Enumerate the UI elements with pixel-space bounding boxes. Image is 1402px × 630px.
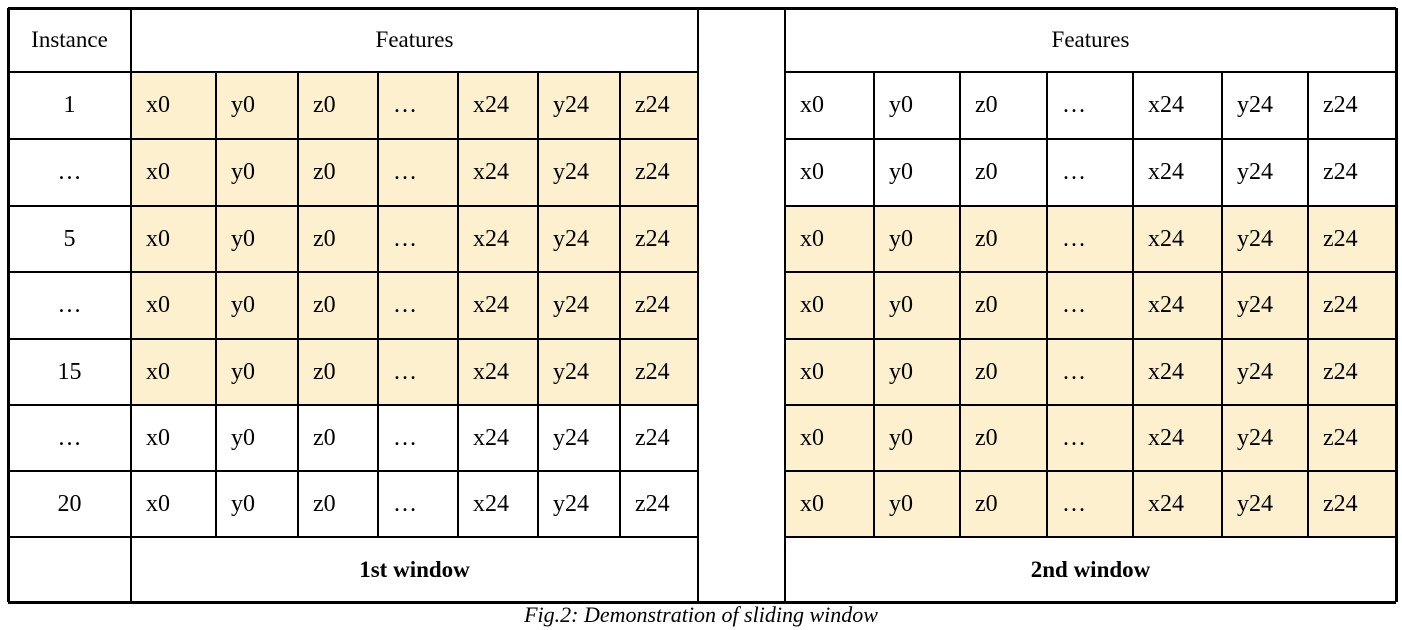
instance-cell: 1	[63, 92, 76, 118]
grid-line	[619, 72, 621, 537]
left-feature-cell: y24	[538, 339, 620, 405]
first-window-label: 1st window	[359, 556, 470, 582]
instance-cell: 15	[57, 358, 82, 385]
left-feature-cell: y24	[538, 139, 620, 206]
left-feature-cell: x0	[131, 206, 216, 272]
left-feature-cell: z0	[298, 206, 378, 272]
grid-line	[784, 8, 786, 602]
grid-line	[959, 72, 961, 537]
right-feature-cell: x24	[1133, 206, 1222, 272]
grid-line	[215, 72, 217, 537]
right-feature-cell: x0	[785, 206, 874, 272]
right-feature-cell: y0	[889, 92, 913, 118]
grid-line	[8, 71, 698, 73]
left-feature-cell: x24	[458, 272, 538, 339]
right-feature-cell: …	[1047, 405, 1133, 471]
grid-line	[1395, 8, 1398, 602]
right-feature-cell: y0	[889, 159, 913, 185]
left-feature-cell: x0	[131, 139, 216, 206]
left-feature-cell: z0	[298, 272, 378, 339]
grid-line	[130, 8, 132, 602]
left-feature-cell: y24	[538, 72, 620, 139]
grid-line	[377, 72, 379, 537]
instance-cell: …	[57, 159, 82, 185]
left-feature-cell: y24	[538, 272, 620, 339]
instance-cell: 5	[63, 225, 76, 252]
instance-cell: …	[57, 292, 82, 318]
grid-line	[457, 72, 459, 537]
left-feature-cell: y24	[553, 490, 589, 517]
left-feature-cell: z24	[635, 490, 670, 517]
grid-line	[8, 205, 698, 207]
right-feature-cell: …	[1062, 92, 1086, 118]
grid-line	[1132, 72, 1134, 537]
right-feature-cell: y24	[1222, 206, 1308, 272]
right-feature-cell: z0	[960, 206, 1047, 272]
grid-line	[8, 138, 698, 140]
right-feature-cell: y0	[874, 405, 960, 471]
right-feature-cell: y0	[874, 206, 960, 272]
left-feature-cell: x24	[473, 490, 509, 517]
left-feature-cell: z24	[620, 206, 698, 272]
right-feature-cell: y24	[1222, 471, 1308, 537]
left-feature-cell: z0	[298, 139, 378, 206]
right-feature-cell: z0	[960, 272, 1047, 339]
left-feature-cell: y0	[216, 139, 298, 206]
left-feature-cell: …	[378, 272, 458, 339]
right-feature-cell: x24	[1133, 339, 1222, 405]
left-feature-cell: x24	[458, 339, 538, 405]
left-feature-cell: y0	[216, 272, 298, 339]
instance-cell: 20	[57, 490, 82, 517]
left-feature-cell: z24	[620, 72, 698, 139]
grid-line	[785, 71, 1396, 73]
right-feature-cell: z0	[975, 92, 998, 118]
right-feature-cell: x24	[1148, 92, 1184, 118]
right-feature-cell: z24	[1323, 159, 1358, 185]
right-feature-cell: z0	[975, 159, 998, 185]
left-feature-cell: x24	[458, 139, 538, 206]
left-feature-cell: x0	[146, 490, 170, 517]
left-feature-cell: z0	[298, 339, 378, 405]
instance-header: Instance	[31, 27, 108, 52]
right-feature-cell: …	[1047, 206, 1133, 272]
right-feature-cell: y0	[874, 471, 960, 537]
right-feature-cell: x24	[1133, 405, 1222, 471]
right-feature-cell: z24	[1308, 272, 1396, 339]
right-feature-cell: y24	[1237, 92, 1273, 118]
right-feature-cell: x0	[785, 405, 874, 471]
right-feature-cell: …	[1062, 159, 1086, 185]
left-feature-cell: …	[378, 339, 458, 405]
left-feature-cell: y0	[216, 206, 298, 272]
right-feature-cell: x0	[785, 339, 874, 405]
grid-line	[785, 271, 1396, 273]
right-feature-cell: y24	[1222, 272, 1308, 339]
left-feature-cell: y0	[231, 424, 255, 451]
left-feature-cell: x0	[131, 339, 216, 405]
right-feature-cell: …	[1047, 471, 1133, 537]
right-feature-cell: y24	[1222, 339, 1308, 405]
left-feature-cell: z24	[620, 339, 698, 405]
left-feature-cell: y0	[216, 339, 298, 405]
grid-line	[537, 72, 539, 537]
right-feature-cell: …	[1047, 272, 1133, 339]
grid-line	[785, 338, 1396, 340]
grid-line	[1221, 72, 1223, 537]
right-feature-cell: x0	[800, 92, 824, 118]
left-feature-cell: …	[378, 206, 458, 272]
grid-line	[785, 138, 1396, 140]
right-feature-cell: x24	[1148, 159, 1184, 185]
right-feature-cell: x0	[800, 159, 824, 185]
grid-line	[785, 536, 1396, 538]
grid-line	[8, 404, 698, 406]
left-feature-cell: …	[393, 490, 417, 517]
right-feature-cell: z0	[960, 471, 1047, 537]
left-feature-cell: y24	[538, 206, 620, 272]
left-feature-cell: z0	[313, 490, 336, 517]
right-feature-cell: z24	[1308, 206, 1396, 272]
right-feature-cell: z24	[1323, 92, 1358, 118]
left-feature-cell: z24	[635, 424, 670, 451]
right-feature-cell: x0	[785, 272, 874, 339]
left-feature-cell: x0	[146, 424, 170, 451]
grid-line	[785, 404, 1396, 406]
second-window-label: 2nd window	[1030, 556, 1151, 582]
grid-line	[785, 205, 1396, 207]
right-feature-cell: x0	[785, 471, 874, 537]
left-feature-cell: y0	[216, 72, 298, 139]
right-feature-cell: …	[1047, 339, 1133, 405]
left-feature-cell: z0	[298, 72, 378, 139]
left-feature-cell: …	[378, 72, 458, 139]
right-feature-cell: y24	[1222, 405, 1308, 471]
right-feature-cell: z24	[1308, 405, 1396, 471]
grid-line	[7, 8, 10, 602]
left-feature-cell: …	[378, 139, 458, 206]
grid-line	[8, 470, 698, 472]
grid-line	[1307, 72, 1309, 537]
right-feature-cell: z0	[960, 405, 1047, 471]
grid-line	[297, 72, 299, 537]
instance-cell: …	[57, 424, 82, 451]
grid-line	[8, 7, 1396, 10]
left-feature-cell: y0	[231, 490, 255, 517]
left-feature-cell: …	[393, 424, 417, 451]
features-header-right: Features	[1051, 27, 1130, 52]
right-feature-cell: z24	[1308, 471, 1396, 537]
left-feature-cell: z0	[313, 424, 336, 451]
left-feature-cell: x0	[131, 72, 216, 139]
right-feature-cell: z0	[960, 339, 1047, 405]
grid-line	[8, 536, 698, 538]
right-feature-cell: x24	[1133, 272, 1222, 339]
features-header-left: Features	[375, 27, 454, 52]
left-feature-cell: x0	[131, 272, 216, 339]
left-feature-cell: z24	[620, 139, 698, 206]
grid-line	[873, 72, 875, 537]
right-feature-cell: y0	[874, 272, 960, 339]
figure-caption: Fig.2: Demonstration of sliding window	[524, 602, 878, 627]
grid-line	[785, 470, 1396, 472]
right-feature-cell: y0	[874, 339, 960, 405]
left-feature-cell: y24	[553, 424, 589, 451]
left-feature-cell: x24	[458, 206, 538, 272]
right-feature-cell: x24	[1133, 471, 1222, 537]
left-feature-cell: x24	[473, 424, 509, 451]
grid-line	[8, 338, 698, 340]
right-feature-cell: z24	[1308, 339, 1396, 405]
left-feature-cell: x24	[458, 72, 538, 139]
grid-line	[1046, 72, 1048, 537]
left-feature-cell: z24	[620, 272, 698, 339]
grid-line	[697, 8, 699, 602]
grid-line	[8, 271, 698, 273]
right-feature-cell: y24	[1237, 159, 1273, 185]
